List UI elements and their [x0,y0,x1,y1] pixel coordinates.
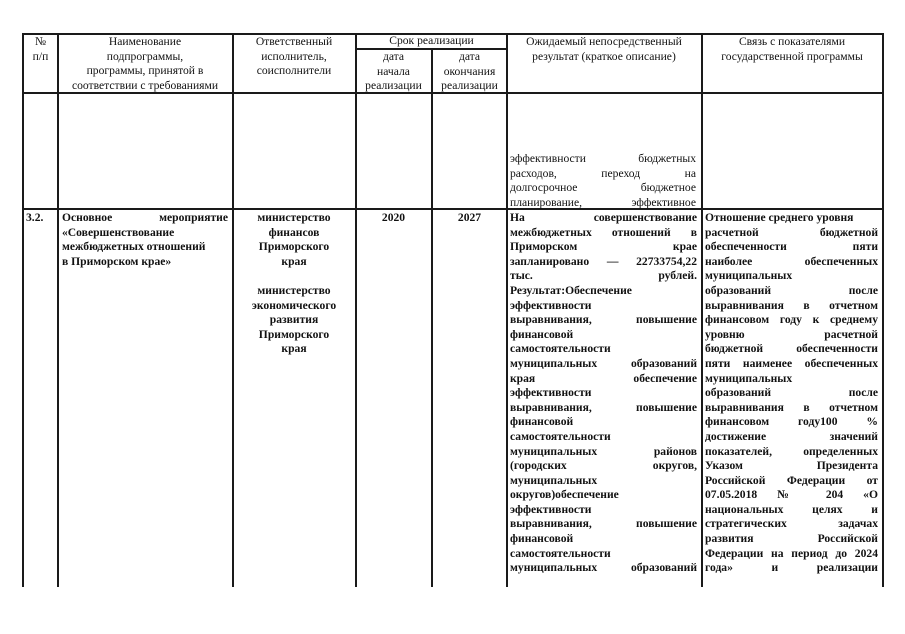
header-start: дата начала реализации [365,50,422,93]
header-period: Срок реализации [389,34,474,47]
header-num: № п/п [32,35,49,63]
header-end: дата окончания реализации [441,50,498,93]
header-result: Ожидаемый непосредственный результат (краткое описание) [526,35,682,63]
row-end: 2027 [457,211,482,224]
rule-col-3 [355,33,357,587]
program-table [22,33,884,587]
row-executor: министерство финансов Приморского края министерство экономического развития Приморского края [251,211,337,356]
rule-col-4 [431,48,433,587]
row-result: На совершенствование межбюджетных отношений в Приморском крае запланировано — 22733754,22 тыс. рублей. Результат:Обеспечение эффективности выравнивания, повышение финансовой самостоятельности муниципальных образований края обеспечение эффективности выравнивания, повышение финансовой самостоятельности муниципальных районов (городских округов, муниципальных округов)обеспечение эффективности выравнивания, повышение финансовой самостоятельности муниципальных образований [510,211,697,575]
header-link: Связь с показателями государственной программы [721,35,863,63]
row-name: Основное мероприятие «Совершенствование межбюджетных отношений в Приморском крае» [62,211,228,268]
header-name: Наименование подпрограммы, программы, принятой в соответствии с требованиями [71,35,219,92]
rule-col-5 [506,33,508,587]
row-start: 2020 [381,211,406,224]
rule-right [882,33,884,587]
row-num: 3.2. [26,211,44,224]
rule-col-1 [57,33,59,587]
header-executor: Ответственный исполнитель, соисполнители [255,35,333,78]
prev-result-text: эффективности бюджетных расходов, переход на долгосрочное бюджетное планирование, эффективное [510,152,696,209]
rule-left [22,33,24,587]
rule-row-separator [22,208,884,210]
row-indicator-link: Отношение среднего уровня расчетной бюджетной обеспеченности пяти наиболее обеспеченных муниципальных образований после выравнивания в отчетном финансовом году к среднему уровню расчетной бюджетной обеспеченности пяти наименее обеспеченных муниципальных образований после выравнивания в отчетном финансовом году100 % достижение значений показателей, определенных Указом Президента Российской Федерации от 07.05.2018 № 204 «О национальных целях и стратегических задачах развития Российской Федерации на период до 2024 года» и реализации [705,211,878,575]
rule-col-6 [701,33,703,587]
